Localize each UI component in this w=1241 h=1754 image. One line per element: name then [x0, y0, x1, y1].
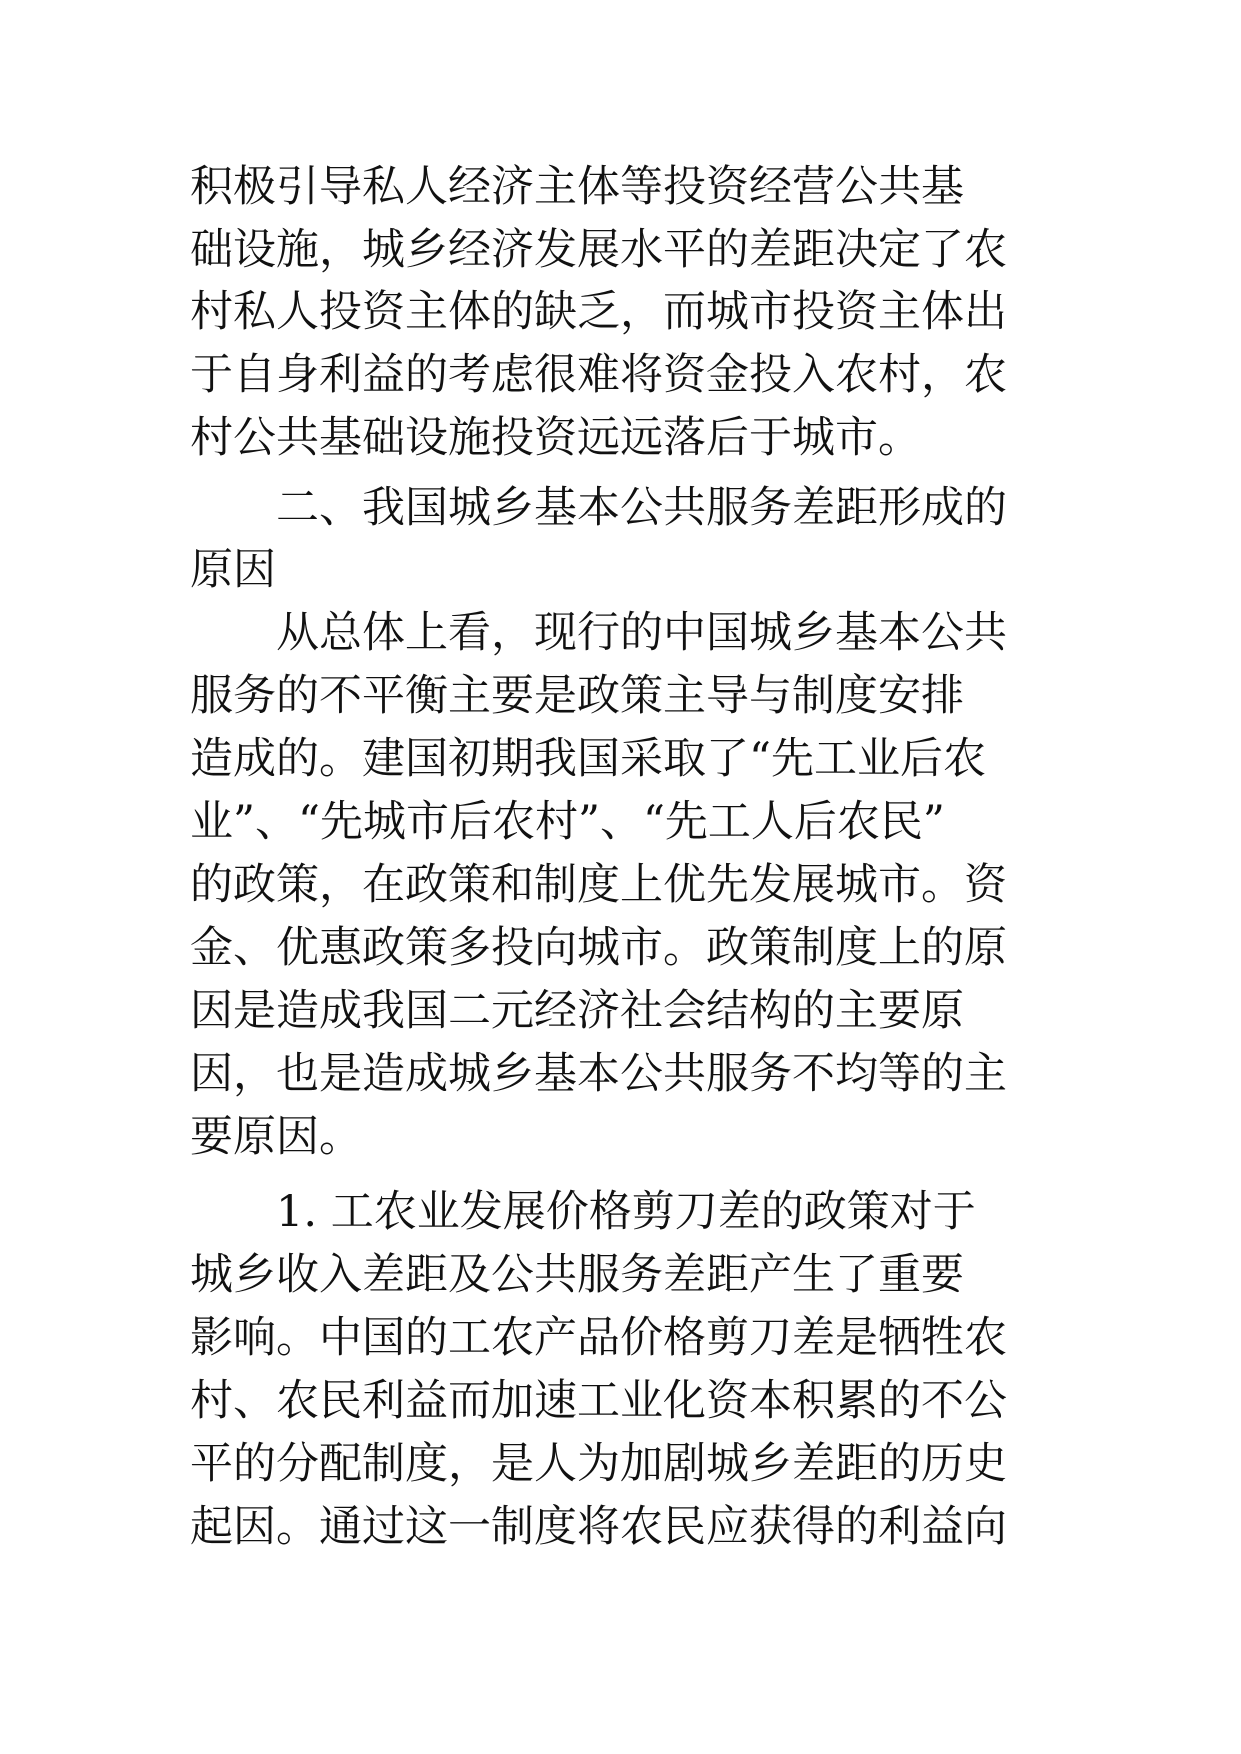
text-line: 影响。中国的工农产品价格剪刀差是牺牲农 [190, 1313, 1007, 1363]
numbered-paragraph: 1. 工农业发展价格剪刀差的政策对于 [276, 1187, 976, 1237]
text-line: 业”、“先城市后农村”、“先工人后农民” [190, 797, 945, 847]
text-line: 服务的不平衡主要是政策主导与制度安排 [190, 671, 964, 721]
text-line: 因是造成我国二元经济社会结构的主要原 [190, 986, 964, 1036]
text-line: 村、农民利益而加速工业化资本积累的不公 [190, 1376, 1007, 1426]
text-line: 要原因。 [190, 1112, 362, 1162]
text-line: 城乡收入差距及公共服务差距产生了重要 [190, 1250, 964, 1300]
text-line: 因，也是造成城乡基本公共服务不均等的主 [190, 1049, 1007, 1099]
text-line: 金、优惠政策多投向城市。政策制度上的原 [190, 923, 1007, 973]
text-line: 于自身利益的考虑很难将资金投入农村，农 [190, 350, 1007, 400]
text-line: 造成的。建国初期我国采取了“先工业后农 [190, 734, 986, 784]
text-line: 础设施，城乡经济发展水平的差距决定了农 [190, 225, 1007, 275]
text-line: 平的分配制度，是人为加剧城乡差距的历史 [190, 1439, 1007, 1489]
text-line: 村公共基础设施投资远远落后于城市。 [190, 413, 921, 463]
text-line: 村私人投资主体的缺乏，而城市投资主体出 [190, 287, 1007, 337]
text-line: 从总体上看，现行的中国城乡基本公共 [276, 608, 1007, 658]
text-line: 起因。通过这一制度将农民应获得的利益向 [190, 1502, 1007, 1552]
text-line: 积极引导私人经济主体等投资经营公共基 [190, 162, 964, 212]
section-heading: 二、我国城乡基本公共服务差距形成的 [276, 483, 1007, 533]
text-line: 的政策，在政策和制度上优先发展城市。资 [190, 860, 1007, 910]
section-heading-continued: 原因 [190, 545, 276, 595]
